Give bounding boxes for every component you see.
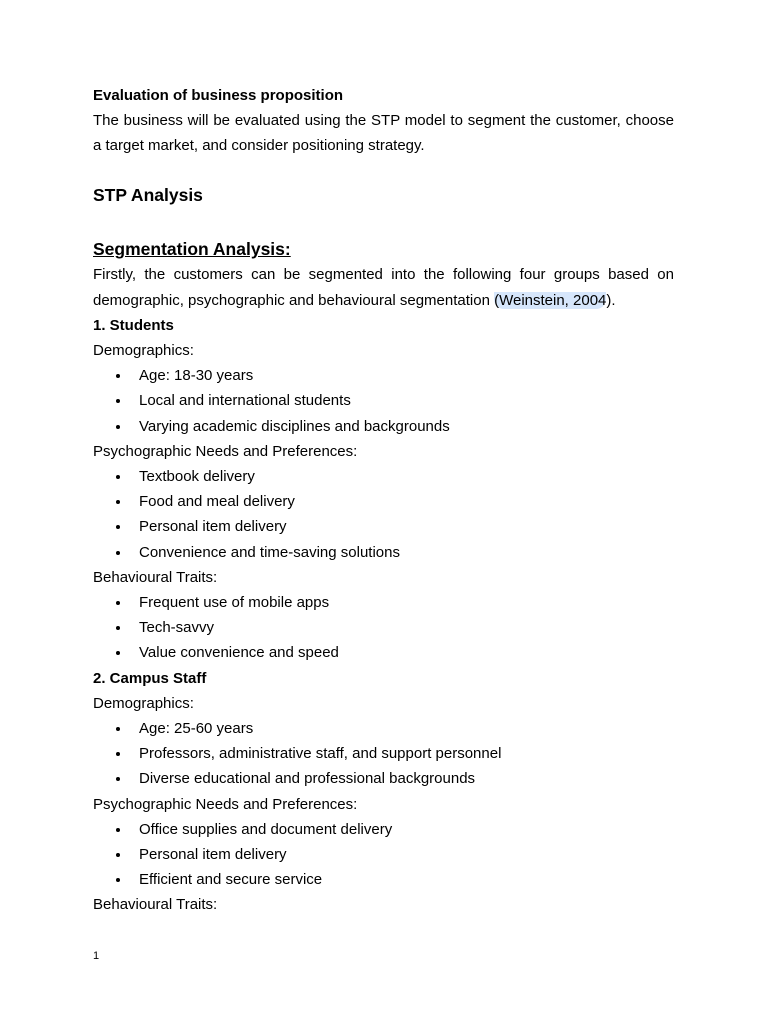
list-item: Tech-savvy xyxy=(93,615,674,640)
psychographic-label: Psychographic Needs and Preferences: xyxy=(93,442,358,460)
section-intro: The business will be evaluated using the STP model to segment the customer, choose a target market, and consider positioning strategy. xyxy=(93,112,674,155)
psychographic-list xyxy=(93,817,674,893)
behavioural-label: Behavioural Traits: xyxy=(93,896,218,914)
demographics-label: Demographics: xyxy=(93,342,194,360)
demographics-list xyxy=(93,716,674,792)
list-item: Frequent use of mobile apps xyxy=(93,590,674,615)
list-item: Convenience and time-saving solutions xyxy=(93,540,674,565)
list-item: Varying academic disciplines and backgrounds xyxy=(93,414,674,439)
segmentation-intro xyxy=(93,262,674,312)
list-item: Personal item delivery xyxy=(93,514,674,539)
list-item: Personal item delivery xyxy=(93,842,674,867)
document-page xyxy=(93,84,674,918)
list-item: Office supplies and document delivery xyxy=(93,817,674,842)
psychographic-list xyxy=(93,464,674,565)
page-number: 1 xyxy=(93,950,100,962)
citation-highlight[interactable]: (Weinstein, 2004 xyxy=(494,291,607,309)
segmentation-heading: Segmentation Analysis: xyxy=(93,239,291,260)
section-title: Evaluation of business proposition xyxy=(93,87,344,104)
group-heading-students: 1. Students xyxy=(93,316,174,334)
list-item: Food and meal delivery xyxy=(93,489,674,514)
psychographic-label: Psychographic Needs and Preferences: xyxy=(93,795,358,813)
list-item: Value convenience and speed xyxy=(93,640,674,665)
list-item: Diverse educational and professional backgrounds xyxy=(93,766,674,791)
list-item: Age: 25-60 years xyxy=(93,716,674,741)
list-item: Local and international students xyxy=(93,388,674,413)
list-item: Textbook delivery xyxy=(93,464,674,489)
segmentation-intro-end: ). xyxy=(606,291,616,309)
segmentation-intro-text: Firstly, the customers can be segmented into the following four groups based on demographic, psychographic and behavioural segmentation xyxy=(93,266,674,309)
list-item: Efficient and secure service xyxy=(93,867,674,892)
list-item: Age: 18-30 years xyxy=(93,363,674,388)
group-heading-campus-staff: 2. Campus Staff xyxy=(93,669,207,687)
stp-heading: STP Analysis xyxy=(93,185,203,206)
behavioural-label: Behavioural Traits: xyxy=(93,568,218,586)
behavioural-list xyxy=(93,590,674,666)
demographics-label: Demographics: xyxy=(93,694,194,712)
demographics-list xyxy=(93,363,674,439)
list-item: Professors, administrative staff, and support personnel xyxy=(93,741,674,766)
